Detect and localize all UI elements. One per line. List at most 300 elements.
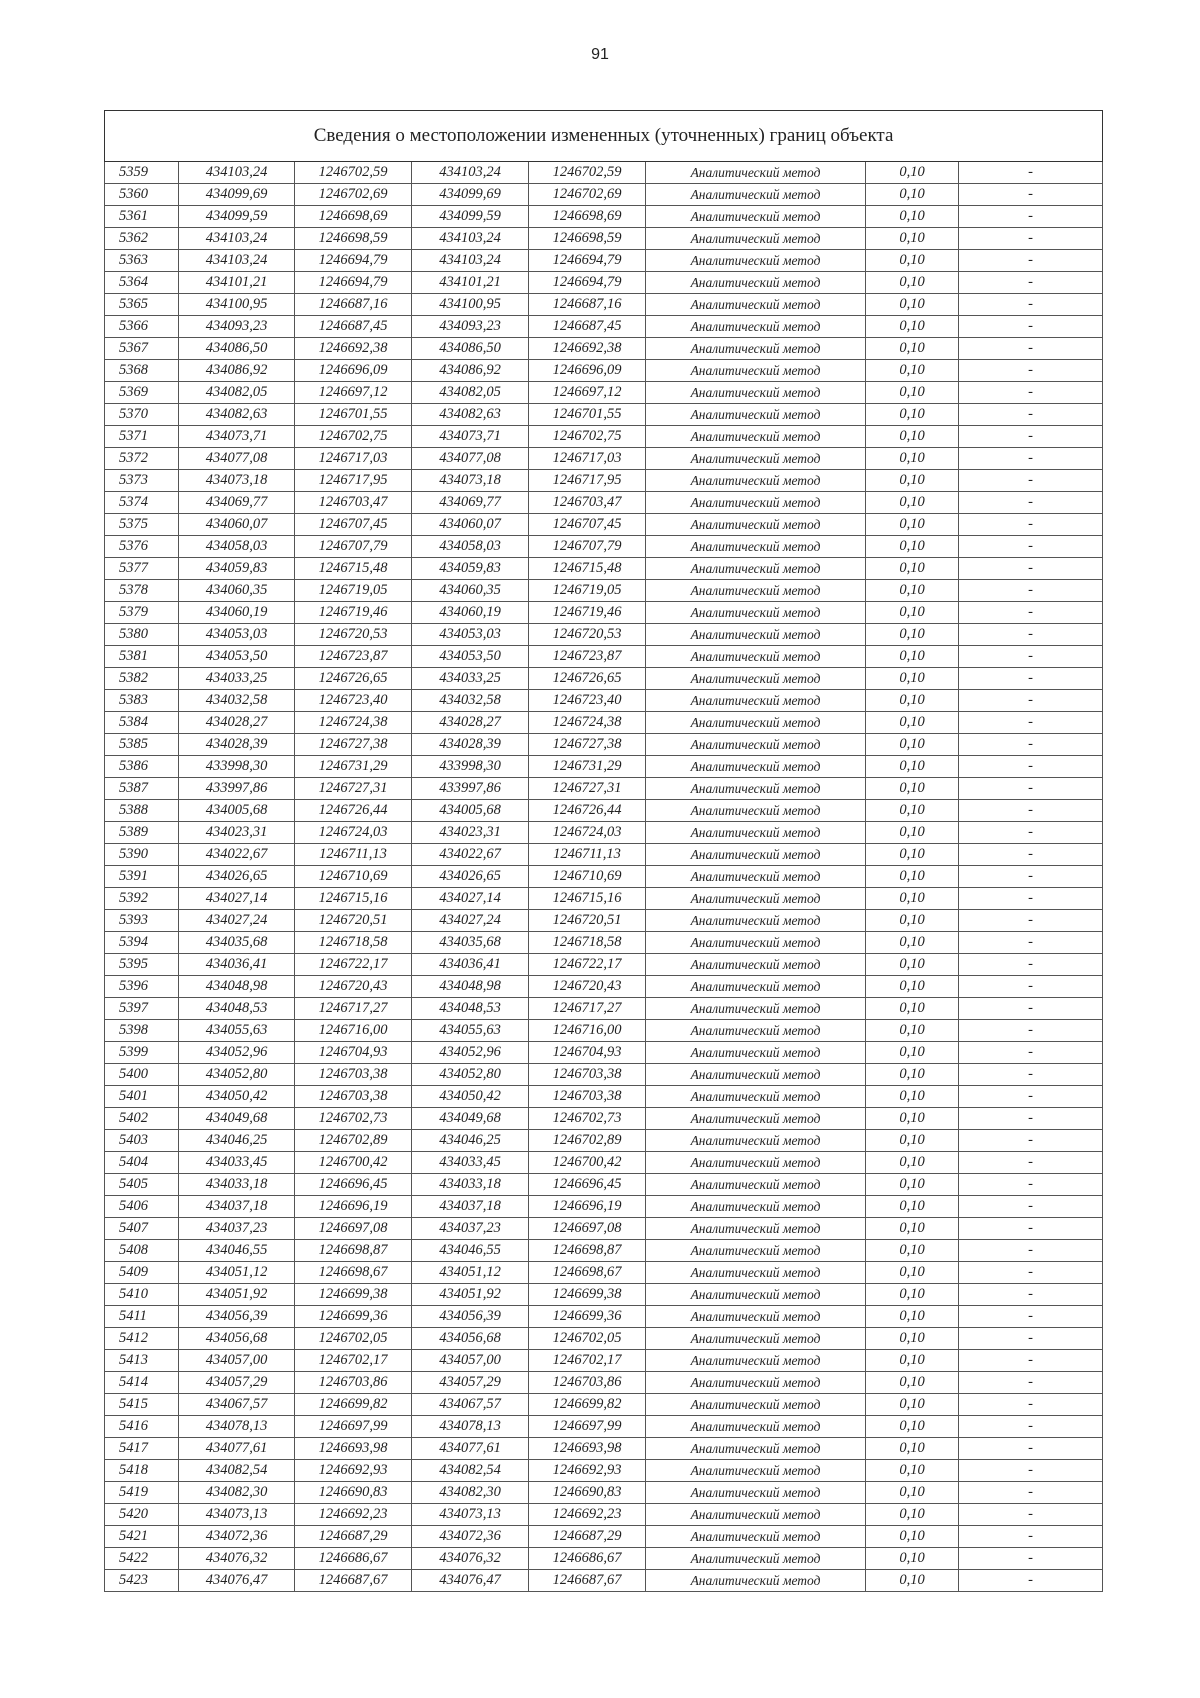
y-new-cell: 1246726,65 bbox=[529, 668, 646, 690]
table-row bbox=[105, 404, 1103, 426]
table-row bbox=[105, 1570, 1103, 1592]
method-cell: Аналитический метод bbox=[646, 844, 866, 866]
method-cell: Аналитический метод bbox=[646, 1548, 866, 1570]
method-cell: Аналитический метод bbox=[646, 888, 866, 910]
table-row bbox=[105, 888, 1103, 910]
table-row bbox=[105, 184, 1103, 206]
y-new-cell: 1246722,17 bbox=[529, 954, 646, 976]
method-cell: Аналитический метод bbox=[646, 1240, 866, 1262]
note-cell: - bbox=[959, 1196, 1103, 1218]
x-new-cell: 434053,03 bbox=[412, 624, 529, 646]
x-new-cell: 434055,63 bbox=[412, 1020, 529, 1042]
y-new-cell: 1246717,95 bbox=[529, 470, 646, 492]
y-old-cell: 1246703,38 bbox=[295, 1086, 412, 1108]
table-row bbox=[105, 470, 1103, 492]
method-cell: Аналитический метод bbox=[646, 734, 866, 756]
method-cell: Аналитический метод bbox=[646, 668, 866, 690]
table-row bbox=[105, 1328, 1103, 1350]
note-cell: - bbox=[959, 910, 1103, 932]
x-new-cell: 434036,41 bbox=[412, 954, 529, 976]
y-new-cell: 1246720,43 bbox=[529, 976, 646, 998]
x-old-cell: 434051,92 bbox=[179, 1284, 295, 1306]
method-cell: Аналитический метод bbox=[646, 800, 866, 822]
y-new-cell: 1246690,83 bbox=[529, 1482, 646, 1504]
x-old-cell: 434035,68 bbox=[179, 932, 295, 954]
y-new-cell: 1246702,59 bbox=[529, 162, 646, 184]
x-old-cell: 434057,29 bbox=[179, 1372, 295, 1394]
table-row bbox=[105, 272, 1103, 294]
point-number-cell: 5408 bbox=[105, 1240, 179, 1262]
method-cell: Аналитический метод bbox=[646, 514, 866, 536]
point-number-cell: 5401 bbox=[105, 1086, 179, 1108]
table-row bbox=[105, 1152, 1103, 1174]
note-cell: - bbox=[959, 558, 1103, 580]
x-old-cell: 434093,23 bbox=[179, 316, 295, 338]
y-new-cell: 1246701,55 bbox=[529, 404, 646, 426]
y-new-cell: 1246715,48 bbox=[529, 558, 646, 580]
accuracy-cell: 0,10 bbox=[866, 228, 959, 250]
y-old-cell: 1246697,12 bbox=[295, 382, 412, 404]
x-new-cell: 434051,12 bbox=[412, 1262, 529, 1284]
x-old-cell: 434086,50 bbox=[179, 338, 295, 360]
table-row bbox=[105, 1548, 1103, 1570]
method-cell: Аналитический метод bbox=[646, 1460, 866, 1482]
table-row bbox=[105, 734, 1103, 756]
method-cell: Аналитический метод bbox=[646, 294, 866, 316]
note-cell: - bbox=[959, 1504, 1103, 1526]
note-cell: - bbox=[959, 646, 1103, 668]
accuracy-cell: 0,10 bbox=[866, 844, 959, 866]
method-cell: Аналитический метод bbox=[646, 1196, 866, 1218]
y-old-cell: 1246701,55 bbox=[295, 404, 412, 426]
accuracy-cell: 0,10 bbox=[866, 250, 959, 272]
x-new-cell: 434022,67 bbox=[412, 844, 529, 866]
x-old-cell: 434103,24 bbox=[179, 228, 295, 250]
x-new-cell: 434037,23 bbox=[412, 1218, 529, 1240]
point-number-cell: 5407 bbox=[105, 1218, 179, 1240]
note-cell: - bbox=[959, 294, 1103, 316]
note-cell: - bbox=[959, 1460, 1103, 1482]
x-old-cell: 434033,18 bbox=[179, 1174, 295, 1196]
method-cell: Аналитический метод bbox=[646, 910, 866, 932]
point-number-cell: 5391 bbox=[105, 866, 179, 888]
method-cell: Аналитический метод bbox=[646, 1306, 866, 1328]
x-new-cell: 434005,68 bbox=[412, 800, 529, 822]
method-cell: Аналитический метод bbox=[646, 1130, 866, 1152]
table-row bbox=[105, 668, 1103, 690]
y-old-cell: 1246696,09 bbox=[295, 360, 412, 382]
method-cell: Аналитический метод bbox=[646, 492, 866, 514]
note-cell: - bbox=[959, 1394, 1103, 1416]
y-old-cell: 1246692,23 bbox=[295, 1504, 412, 1526]
x-old-cell: 434073,13 bbox=[179, 1504, 295, 1526]
x-old-cell: 434082,63 bbox=[179, 404, 295, 426]
y-new-cell: 1246699,82 bbox=[529, 1394, 646, 1416]
x-old-cell: 434027,14 bbox=[179, 888, 295, 910]
y-old-cell: 1246702,73 bbox=[295, 1108, 412, 1130]
table-row bbox=[105, 1020, 1103, 1042]
table-row bbox=[105, 580, 1103, 602]
accuracy-cell: 0,10 bbox=[866, 1416, 959, 1438]
method-cell: Аналитический метод bbox=[646, 1372, 866, 1394]
x-new-cell: 434056,68 bbox=[412, 1328, 529, 1350]
accuracy-cell: 0,10 bbox=[866, 1152, 959, 1174]
y-new-cell: 1246698,69 bbox=[529, 206, 646, 228]
table-row bbox=[105, 1064, 1103, 1086]
x-new-cell: 434076,32 bbox=[412, 1548, 529, 1570]
y-old-cell: 1246715,48 bbox=[295, 558, 412, 580]
x-new-cell: 434057,29 bbox=[412, 1372, 529, 1394]
y-old-cell: 1246699,38 bbox=[295, 1284, 412, 1306]
point-number-cell: 5395 bbox=[105, 954, 179, 976]
note-cell: - bbox=[959, 1262, 1103, 1284]
method-cell: Аналитический метод bbox=[646, 866, 866, 888]
x-new-cell: 434073,71 bbox=[412, 426, 529, 448]
y-new-cell: 1246699,36 bbox=[529, 1306, 646, 1328]
note-cell: - bbox=[959, 800, 1103, 822]
point-number-cell: 5421 bbox=[105, 1526, 179, 1548]
y-new-cell: 1246687,29 bbox=[529, 1526, 646, 1548]
table-row bbox=[105, 1174, 1103, 1196]
y-old-cell: 1246700,42 bbox=[295, 1152, 412, 1174]
x-old-cell: 434078,13 bbox=[179, 1416, 295, 1438]
page-number: 91 bbox=[591, 46, 609, 63]
accuracy-cell: 0,10 bbox=[866, 1394, 959, 1416]
point-number-cell: 5405 bbox=[105, 1174, 179, 1196]
y-old-cell: 1246703,86 bbox=[295, 1372, 412, 1394]
note-cell: - bbox=[959, 382, 1103, 404]
point-number-cell: 5404 bbox=[105, 1152, 179, 1174]
method-cell: Аналитический метод bbox=[646, 624, 866, 646]
point-number-cell: 5416 bbox=[105, 1416, 179, 1438]
y-new-cell: 1246687,67 bbox=[529, 1570, 646, 1592]
y-new-cell: 1246710,69 bbox=[529, 866, 646, 888]
x-old-cell: 433998,30 bbox=[179, 756, 295, 778]
y-old-cell: 1246719,05 bbox=[295, 580, 412, 602]
accuracy-cell: 0,10 bbox=[866, 426, 959, 448]
method-cell: Аналитический метод bbox=[646, 932, 866, 954]
point-number-cell: 5409 bbox=[105, 1262, 179, 1284]
accuracy-cell: 0,10 bbox=[866, 910, 959, 932]
point-number-cell: 5385 bbox=[105, 734, 179, 756]
x-new-cell: 434082,30 bbox=[412, 1482, 529, 1504]
method-cell: Аналитический метод bbox=[646, 954, 866, 976]
y-new-cell: 1246707,45 bbox=[529, 514, 646, 536]
x-old-cell: 434103,24 bbox=[179, 250, 295, 272]
x-new-cell: 434060,35 bbox=[412, 580, 529, 602]
accuracy-cell: 0,10 bbox=[866, 470, 959, 492]
method-cell: Аналитический метод bbox=[646, 712, 866, 734]
note-cell: - bbox=[959, 1526, 1103, 1548]
table-row bbox=[105, 778, 1103, 800]
x-old-cell: 434037,18 bbox=[179, 1196, 295, 1218]
x-new-cell: 434023,31 bbox=[412, 822, 529, 844]
x-new-cell: 434099,69 bbox=[412, 184, 529, 206]
note-cell: - bbox=[959, 228, 1103, 250]
x-new-cell: 434067,57 bbox=[412, 1394, 529, 1416]
table-row bbox=[105, 756, 1103, 778]
point-number-cell: 5423 bbox=[105, 1570, 179, 1592]
y-old-cell: 1246711,13 bbox=[295, 844, 412, 866]
y-new-cell: 1246696,09 bbox=[529, 360, 646, 382]
x-old-cell: 434099,69 bbox=[179, 184, 295, 206]
method-cell: Аналитический метод bbox=[646, 778, 866, 800]
method-cell: Аналитический метод bbox=[646, 976, 866, 998]
table-row bbox=[105, 866, 1103, 888]
x-old-cell: 434057,00 bbox=[179, 1350, 295, 1372]
note-cell: - bbox=[959, 1482, 1103, 1504]
x-new-cell: 434046,25 bbox=[412, 1130, 529, 1152]
point-number-cell: 5365 bbox=[105, 294, 179, 316]
x-old-cell: 434076,47 bbox=[179, 1570, 295, 1592]
method-cell: Аналитический метод bbox=[646, 1262, 866, 1284]
y-old-cell: 1246703,47 bbox=[295, 492, 412, 514]
table-row bbox=[105, 800, 1103, 822]
method-cell: Аналитический метод bbox=[646, 1570, 866, 1592]
point-number-cell: 5371 bbox=[105, 426, 179, 448]
x-old-cell: 434026,65 bbox=[179, 866, 295, 888]
note-cell: - bbox=[959, 932, 1103, 954]
table-row bbox=[105, 844, 1103, 866]
y-new-cell: 1246723,40 bbox=[529, 690, 646, 712]
y-old-cell: 1246687,45 bbox=[295, 316, 412, 338]
method-cell: Аналитический метод bbox=[646, 756, 866, 778]
accuracy-cell: 0,10 bbox=[866, 932, 959, 954]
x-new-cell: 434052,80 bbox=[412, 1064, 529, 1086]
y-new-cell: 1246697,12 bbox=[529, 382, 646, 404]
y-old-cell: 1246696,45 bbox=[295, 1174, 412, 1196]
y-new-cell: 1246702,73 bbox=[529, 1108, 646, 1130]
method-cell: Аналитический метод bbox=[646, 1020, 866, 1042]
y-old-cell: 1246720,43 bbox=[295, 976, 412, 998]
point-number-cell: 5403 bbox=[105, 1130, 179, 1152]
y-old-cell: 1246716,00 bbox=[295, 1020, 412, 1042]
note-cell: - bbox=[959, 1570, 1103, 1592]
point-number-cell: 5364 bbox=[105, 272, 179, 294]
point-number-cell: 5370 bbox=[105, 404, 179, 426]
point-number-cell: 5376 bbox=[105, 536, 179, 558]
accuracy-cell: 0,10 bbox=[866, 668, 959, 690]
method-cell: Аналитический метод bbox=[646, 1394, 866, 1416]
point-number-cell: 5366 bbox=[105, 316, 179, 338]
x-new-cell: 434073,18 bbox=[412, 470, 529, 492]
x-old-cell: 434049,68 bbox=[179, 1108, 295, 1130]
point-number-cell: 5415 bbox=[105, 1394, 179, 1416]
x-new-cell: 434048,53 bbox=[412, 998, 529, 1020]
method-cell: Аналитический метод bbox=[646, 1416, 866, 1438]
y-new-cell: 1246703,38 bbox=[529, 1064, 646, 1086]
method-cell: Аналитический метод bbox=[646, 690, 866, 712]
method-cell: Аналитический метод bbox=[646, 184, 866, 206]
y-old-cell: 1246720,51 bbox=[295, 910, 412, 932]
point-number-cell: 5368 bbox=[105, 360, 179, 382]
y-new-cell: 1246724,03 bbox=[529, 822, 646, 844]
y-old-cell: 1246692,38 bbox=[295, 338, 412, 360]
table-row bbox=[105, 1130, 1103, 1152]
point-number-cell: 5369 bbox=[105, 382, 179, 404]
note-cell: - bbox=[959, 1174, 1103, 1196]
accuracy-cell: 0,10 bbox=[866, 998, 959, 1020]
x-old-cell: 434059,83 bbox=[179, 558, 295, 580]
x-old-cell: 434100,95 bbox=[179, 294, 295, 316]
y-old-cell: 1246707,45 bbox=[295, 514, 412, 536]
point-number-cell: 5373 bbox=[105, 470, 179, 492]
x-old-cell: 433997,86 bbox=[179, 778, 295, 800]
x-new-cell: 434052,96 bbox=[412, 1042, 529, 1064]
method-cell: Аналитический метод bbox=[646, 1526, 866, 1548]
method-cell: Аналитический метод bbox=[646, 470, 866, 492]
x-old-cell: 434052,80 bbox=[179, 1064, 295, 1086]
accuracy-cell: 0,10 bbox=[866, 206, 959, 228]
x-new-cell: 434033,45 bbox=[412, 1152, 529, 1174]
method-cell: Аналитический метод bbox=[646, 162, 866, 184]
note-cell: - bbox=[959, 734, 1103, 756]
y-new-cell: 1246720,51 bbox=[529, 910, 646, 932]
accuracy-cell: 0,10 bbox=[866, 1064, 959, 1086]
x-new-cell: 434082,05 bbox=[412, 382, 529, 404]
note-cell: - bbox=[959, 822, 1103, 844]
x-new-cell: 434028,39 bbox=[412, 734, 529, 756]
table-title-row bbox=[105, 111, 1103, 162]
y-old-cell: 1246727,31 bbox=[295, 778, 412, 800]
note-cell: - bbox=[959, 206, 1103, 228]
table-row bbox=[105, 932, 1103, 954]
table-row bbox=[105, 448, 1103, 470]
point-number-cell: 5380 bbox=[105, 624, 179, 646]
x-new-cell: 434056,39 bbox=[412, 1306, 529, 1328]
x-new-cell: 434027,24 bbox=[412, 910, 529, 932]
point-number-cell: 5374 bbox=[105, 492, 179, 514]
x-old-cell: 434005,68 bbox=[179, 800, 295, 822]
y-old-cell: 1246710,69 bbox=[295, 866, 412, 888]
accuracy-cell: 0,10 bbox=[866, 162, 959, 184]
table-row bbox=[105, 624, 1103, 646]
point-number-cell: 5412 bbox=[105, 1328, 179, 1350]
accuracy-cell: 0,10 bbox=[866, 1174, 959, 1196]
x-old-cell: 434073,18 bbox=[179, 470, 295, 492]
note-cell: - bbox=[959, 690, 1103, 712]
y-old-cell: 1246692,93 bbox=[295, 1460, 412, 1482]
note-cell: - bbox=[959, 1416, 1103, 1438]
y-old-cell: 1246698,87 bbox=[295, 1240, 412, 1262]
note-cell: - bbox=[959, 1438, 1103, 1460]
y-old-cell: 1246702,89 bbox=[295, 1130, 412, 1152]
y-old-cell: 1246698,67 bbox=[295, 1262, 412, 1284]
y-new-cell: 1246716,00 bbox=[529, 1020, 646, 1042]
table-row bbox=[105, 646, 1103, 668]
note-cell: - bbox=[959, 778, 1103, 800]
x-new-cell: 434033,25 bbox=[412, 668, 529, 690]
x-new-cell: 434046,55 bbox=[412, 1240, 529, 1262]
note-cell: - bbox=[959, 1042, 1103, 1064]
note-cell: - bbox=[959, 756, 1103, 778]
x-old-cell: 434056,39 bbox=[179, 1306, 295, 1328]
accuracy-cell: 0,10 bbox=[866, 1548, 959, 1570]
y-new-cell: 1246698,87 bbox=[529, 1240, 646, 1262]
method-cell: Аналитический метод bbox=[646, 1218, 866, 1240]
table-row bbox=[105, 338, 1103, 360]
x-old-cell: 434050,42 bbox=[179, 1086, 295, 1108]
x-new-cell: 434086,50 bbox=[412, 338, 529, 360]
x-old-cell: 434077,08 bbox=[179, 448, 295, 470]
x-old-cell: 434099,59 bbox=[179, 206, 295, 228]
x-new-cell: 434072,36 bbox=[412, 1526, 529, 1548]
y-old-cell: 1246704,93 bbox=[295, 1042, 412, 1064]
point-number-cell: 5406 bbox=[105, 1196, 179, 1218]
table-row bbox=[105, 382, 1103, 404]
accuracy-cell: 0,10 bbox=[866, 1130, 959, 1152]
accuracy-cell: 0,10 bbox=[866, 360, 959, 382]
accuracy-cell: 0,10 bbox=[866, 1350, 959, 1372]
y-new-cell: 1246720,53 bbox=[529, 624, 646, 646]
note-cell: - bbox=[959, 338, 1103, 360]
accuracy-cell: 0,10 bbox=[866, 1262, 959, 1284]
table-row bbox=[105, 690, 1103, 712]
table-row bbox=[105, 1086, 1103, 1108]
table-row bbox=[105, 250, 1103, 272]
x-old-cell: 434069,77 bbox=[179, 492, 295, 514]
y-old-cell: 1246717,27 bbox=[295, 998, 412, 1020]
note-cell: - bbox=[959, 1218, 1103, 1240]
accuracy-cell: 0,10 bbox=[866, 1482, 959, 1504]
note-cell: - bbox=[959, 316, 1103, 338]
accuracy-cell: 0,10 bbox=[866, 382, 959, 404]
y-old-cell: 1246702,69 bbox=[295, 184, 412, 206]
table-row bbox=[105, 1438, 1103, 1460]
table-title: Сведения о местоположении измененных (уточненных) границ объекта bbox=[105, 111, 1103, 162]
method-cell: Аналитический метод bbox=[646, 1174, 866, 1196]
x-new-cell: 434073,13 bbox=[412, 1504, 529, 1526]
x-old-cell: 434027,24 bbox=[179, 910, 295, 932]
accuracy-cell: 0,10 bbox=[866, 1504, 959, 1526]
note-cell: - bbox=[959, 1064, 1103, 1086]
y-new-cell: 1246692,93 bbox=[529, 1460, 646, 1482]
y-new-cell: 1246719,46 bbox=[529, 602, 646, 624]
x-new-cell: 434101,21 bbox=[412, 272, 529, 294]
note-cell: - bbox=[959, 668, 1103, 690]
y-old-cell: 1246702,59 bbox=[295, 162, 412, 184]
note-cell: - bbox=[959, 866, 1103, 888]
x-new-cell: 434103,24 bbox=[412, 228, 529, 250]
point-number-cell: 5420 bbox=[105, 1504, 179, 1526]
y-old-cell: 1246698,59 bbox=[295, 228, 412, 250]
method-cell: Аналитический метод bbox=[646, 1438, 866, 1460]
y-new-cell: 1246717,03 bbox=[529, 448, 646, 470]
y-new-cell: 1246703,86 bbox=[529, 1372, 646, 1394]
y-new-cell: 1246696,19 bbox=[529, 1196, 646, 1218]
table-row bbox=[105, 162, 1103, 184]
accuracy-cell: 0,10 bbox=[866, 1218, 959, 1240]
y-new-cell: 1246726,44 bbox=[529, 800, 646, 822]
point-number-cell: 5419 bbox=[105, 1482, 179, 1504]
boundary-table-container bbox=[104, 110, 1102, 1592]
y-new-cell: 1246703,38 bbox=[529, 1086, 646, 1108]
note-cell: - bbox=[959, 1306, 1103, 1328]
x-old-cell: 434073,71 bbox=[179, 426, 295, 448]
x-new-cell: 434037,18 bbox=[412, 1196, 529, 1218]
point-number-cell: 5381 bbox=[105, 646, 179, 668]
accuracy-cell: 0,10 bbox=[866, 866, 959, 888]
x-new-cell: 434060,19 bbox=[412, 602, 529, 624]
method-cell: Аналитический метод bbox=[646, 1108, 866, 1130]
y-old-cell: 1246699,82 bbox=[295, 1394, 412, 1416]
x-new-cell: 434028,27 bbox=[412, 712, 529, 734]
x-old-cell: 434082,54 bbox=[179, 1460, 295, 1482]
x-old-cell: 434051,12 bbox=[179, 1262, 295, 1284]
point-number-cell: 5383 bbox=[105, 690, 179, 712]
point-number-cell: 5394 bbox=[105, 932, 179, 954]
point-number-cell: 5400 bbox=[105, 1064, 179, 1086]
